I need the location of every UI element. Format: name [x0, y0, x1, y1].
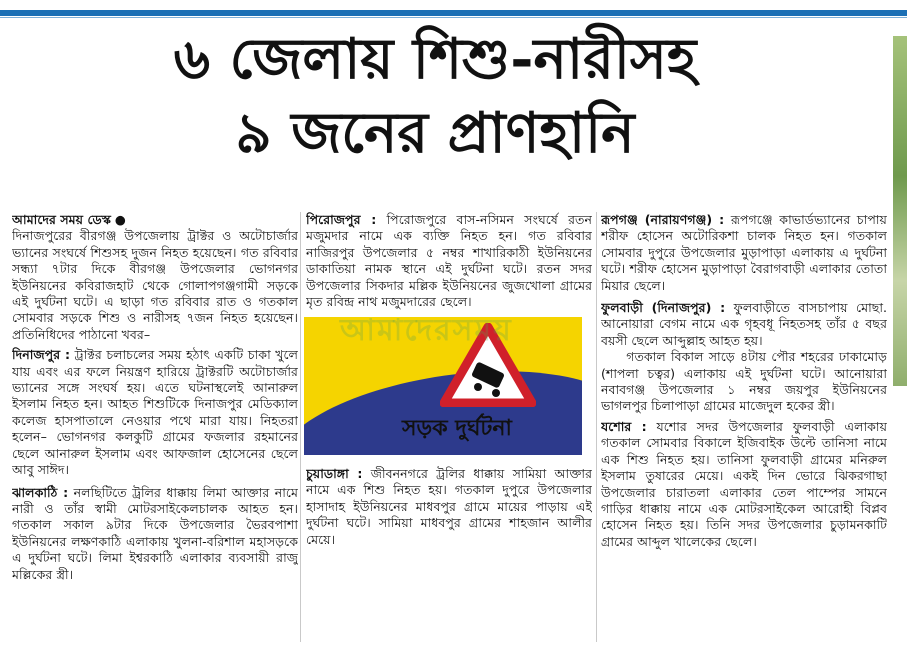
headline-line-1: ৬ জেলায় শিশু-নারীসহ: [173, 26, 697, 92]
fulbari-text: ফুলবাড়ীতে বাসচাপায় মোছা. আনোয়ারা বেগম নামে এক গৃহবধূ নিহতসহ তাঁর ৫ বছর বয়সী ছেলে আব্দুল্লাহ আহত হয়।: [601, 300, 887, 348]
jhalokathi-text: নলছিটিতে ট্রলির ধাক্কায় লিমা আক্তার নামে নারী ও তাঁর স্বামী মোটরসাইকেলচালক আহত হন। গতকাল সকাল ৯টার দিকে উপজেলার ভৈরবপাশা ইউনিয়নের লক্ষণকাঠি এলাকায় খুলনা-বরিশাল মহাসড়কে এ দুর্ঘটনা ঘটে। লিমা ইশ্বরকাঠি এলাকার ব্যবসায়ী রাজু মল্লিকের স্ত্রী।: [12, 484, 298, 582]
top-rule: [0, 10, 907, 16]
chuadanga-lead: চুয়াডাঙ্গা :: [306, 466, 363, 481]
intro-paragraph: দিনাজপুরের বীরগঞ্জ উপজেলায় ট্রাক্টর ও অটোচার্জার ভ্যানের সংঘর্ষে শিশুসহ দুজন নিহত হয়েছেন। গত রবিবার সন্ধ্যা ৭টার দিকে বীরগঞ্জ উপজেলার ভোগনগর ইউনিয়নের কবিরাজহাট থেকে গোলাপগঞ্জগামী সড়কে এই দুর্ঘটনা ঘটে। এ ছাড়া গত রবিবার রাত ও গতকাল সোমবার সড়কে শিশু ও নারীসহ ৭জন নিহত হয়েছেন। প্রতিনিধিদের পাঠানো খবর–: [12, 228, 298, 342]
rupganj-lead: রূপগঞ্জ (নারায়ণগঞ্জ) :: [601, 212, 725, 227]
article-column-2-lower: [306, 458, 592, 648]
fulbari-text-2: গতকাল বিকাল সাড়ে ৪টায় পৌর শহরের ঢাকামোড় (শাপলা চত্বর) এলাকায় এই দুর্ঘটনা ঘটে। আনোয়ারা নবাবগঞ্জ উপজেলার ১ নম্বর জয়পুর ইউনিয়নের ভাগলপুর চিলাপাড়া গ্রামের মাজেদুল হকের স্ত্রী।: [601, 349, 887, 414]
byline-dot-icon: ●: [114, 212, 126, 227]
watermark-logo: আমাদেরসময়: [340, 313, 513, 348]
jhalokathi-lead: ঝালকাঠি :: [12, 484, 69, 500]
headline: [30, 22, 840, 170]
byline: আমাদের সময় ডেস্ক: [12, 212, 111, 227]
chuadanga-text: জীবননগরে ট্রলির ধাক্কায় সামিয়া আক্তার নামে এক শিশু নিহত হয়। গতকাল দুপুরে উপজেলার হাসাদাহ ইউনিয়নের মাধবপুর গ্রামে মায়ের পাড়ায় এই দুর্ঘটনা ঘটে। সামিয়া মাধবপুর গ্রামের শাহজান আলীর মেয়ে।: [306, 466, 592, 547]
headline-line-2: ৯ জনের প্রাণহানি: [235, 100, 635, 166]
article-column-1: [12, 212, 298, 652]
top-rule-thin: [0, 17, 907, 18]
jessore-text: যশোর সদর উপজেলার ফুলবাড়ী এলাকায় গতকাল সোমবার বিকালে ইজিবাইক উল্টে তানিসা নামে এক শিশু নিহত হয়। তানিসা ফুলবাড়ী গ্রামের মনিরুল ইসলাম তুষারের মেয়ে। একই দিন ভোরে ঝিকরগাছা উপজেলার চারাতলা এলাকার তেল পাম্পের সামনে গাড়ির ধাক্কায় নামে এক মোটরসাইকেল আরোহী বিপ্লব হোসেন নিহত হয়। তিনি সদর উপজেলার চুড়ামনকাটি গ্রামের আব্দুল খালেকের ছেলে।: [601, 418, 887, 549]
pirojpur-lead: পিরোজপুর :: [306, 212, 377, 227]
fulbari-lead: ফুলবাড়ী (দিনাজপুর) :: [601, 300, 726, 316]
dinajpur-text: ট্রাক্টর চলাচলের সময় হঠাৎ একটি চাকা খুলে যায় এবং এর ফলে নিয়ন্ত্রণ হারিয়ে ট্রাক্টরটি অটোচার্জার ভ্যানের সঙ্গে সংঘর্ষ হয়। এতে ঘটনাস্থলেই আনারুল ইসলাম নিহত হন। আহত শিশুটিকে দিনাজপুর মেডিক্যাল কলেজ হাসপাতালে নেওয়ার পথে মারা যায়। নিহতরা হলেন– ভোগনগর কলকুটি গ্রামের ফজলার রহমানের ছেলে আনারুল ইসলাম এবং আফজাল হোসেনের ছেলে আবু সাঈদ।: [12, 347, 298, 478]
dinajpur-lead: দিনাজপুর :: [12, 347, 71, 363]
article-column-3: [601, 212, 887, 652]
column-divider-1: [300, 212, 301, 642]
graphic-caption: সড়ক দুর্ঘটনা: [402, 416, 512, 441]
rupganj-text: রূপগঞ্জে কাভার্ডভ্যানের চাপায় শরীফ হোসেন অটোরিকশা চালক নিহত হন। গতকাল সোমবার দুপুরে উপজেলার মুড়াপাড়া এলাকায় এ দুর্ঘটনা ঘটে। শরীফ হোসেন মুড়াপাড়া বৈরাগবাড়ী এলাকার তোতা মিয়ার ছেলে।: [601, 212, 887, 293]
side-photo: [893, 36, 907, 386]
pirojpur-text: পিরোজপুরে বাস-নসিমন সংঘর্ষে রতন মজুমদার নামে এক ব্যক্তি নিহত হন। গত রবিবার নাজিরপুর উপজেলার ৫ নম্বর শাখারিকাঠী ইউনিয়নের ডাকাতিয়া নামক স্থানে এই দুর্ঘটনা ঘটে। রতন সদর উপজেলার সিকদার মল্লিক ইউনিয়নের জুজখোলা গ্রামের মৃত রবিন্দ্র নাথ মজুমদারের ছেলে।: [306, 212, 592, 310]
jessore-lead: যশোর :: [601, 418, 647, 434]
column-divider-2: [596, 212, 597, 642]
